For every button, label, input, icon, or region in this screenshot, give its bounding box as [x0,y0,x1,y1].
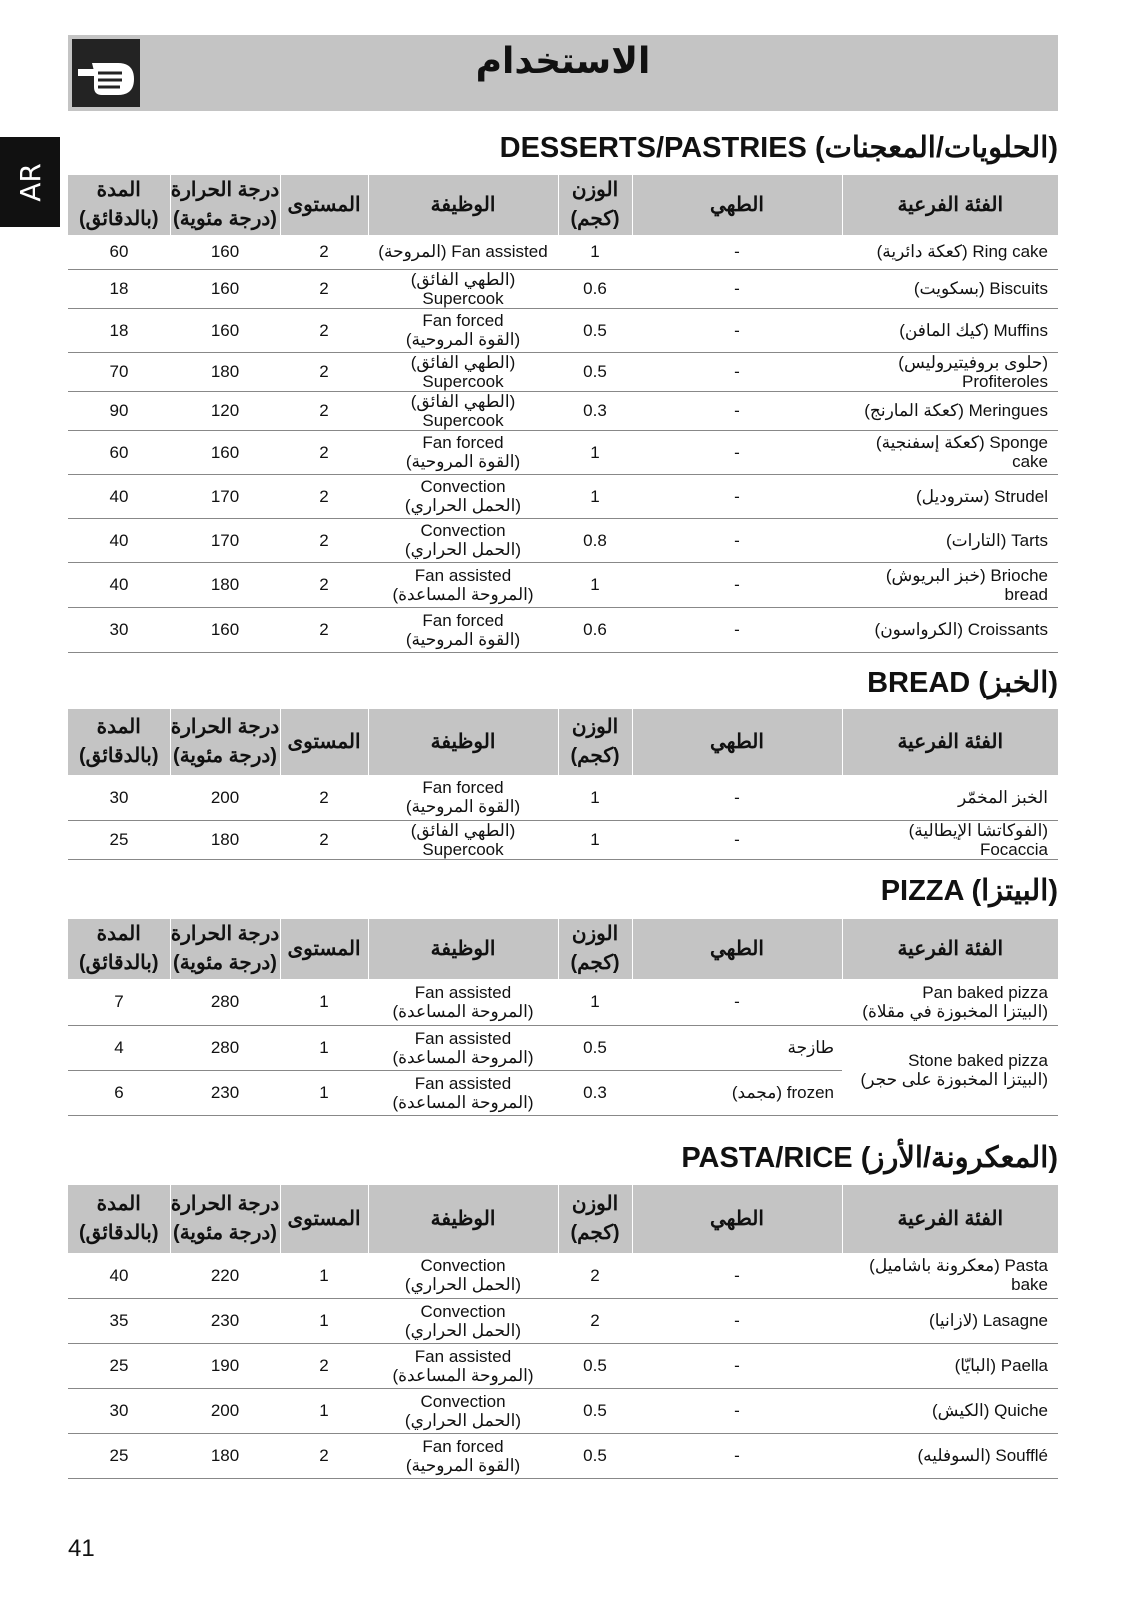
header-line: (بالدقائق) [79,1222,159,1244]
level-cell: 2 [280,775,368,820]
table-row [68,269,1058,308]
language-tab [0,137,60,227]
food-name: (الكيش) Quiche [931,1401,1048,1420]
header-line: المدة [96,923,141,945]
cooking-cell: - [632,775,842,820]
weight-cell: 0.5 [558,308,632,352]
function-arabic: (المروحة المساعدة) [392,1047,534,1067]
weight-cell: 0.5 [558,1388,632,1433]
header-line: (بالدقائق) [79,208,159,230]
temperature-cell: 170 [170,474,280,518]
column-header-level: المستوى [280,709,368,775]
level-cell: 2 [280,820,368,859]
cooking-cell: - [632,235,842,269]
time-cell: 6 [68,1070,170,1115]
column-header-time [68,1185,170,1253]
header-line: المدة [96,179,141,201]
function-arabic: (القوة المروحية) [405,452,521,471]
category-cell [842,979,1058,1025]
section-title-desserts: DESSERTS/PASTRIES (الحلويات/المعجنات) [499,132,1058,164]
table-row [68,1253,1058,1298]
temperature-cell: 160 [170,430,280,474]
header-line: (درجة مئوية) [173,952,277,974]
temperature-cell: 180 [170,820,280,859]
weight-cell: 0.5 [558,1025,632,1070]
food-name: Stone baked pizza [908,1051,1048,1070]
level-cell: 2 [280,308,368,352]
function-cell [368,1070,558,1115]
food-name: (كعكة إسفنجية) Sponge cake [875,433,1048,471]
time-cell: 70 [68,352,170,391]
cooking-cell: - [632,1433,842,1478]
time-cell: 4 [68,1025,170,1070]
time-cell: 60 [68,430,170,474]
category-cell [842,518,1058,562]
function-arabic: (الحمل الحراري) [404,1320,522,1340]
page-header [68,35,1058,111]
temperature-cell: 180 [170,562,280,607]
temperature-cell: 120 [170,391,280,430]
table-row [68,607,1058,652]
table-row [68,1343,1058,1388]
function-cell [368,820,558,859]
level-cell: 2 [280,518,368,562]
time-cell: 40 [68,474,170,518]
table-row [68,1433,1058,1478]
table-row [68,1025,1058,1070]
table-row [68,352,1058,391]
temperature-cell: 200 [170,1388,280,1433]
column-header-weight [558,919,632,979]
header-line: (درجة مئوية) [173,745,277,767]
function-cell [368,607,558,652]
function-arabic: (القوة المروحية) [405,330,521,349]
level-cell: 2 [280,1343,368,1388]
time-cell: 18 [68,269,170,308]
category-cell [842,607,1058,652]
cooking-cell: طازجة [632,1025,842,1070]
function-cell [368,235,558,269]
cooking-cell: - [632,430,842,474]
weight-cell: 0.3 [558,391,632,430]
temperature-cell: 280 [170,979,280,1025]
column-header-time [68,175,170,235]
temperature-cell: 160 [170,269,280,308]
function-cell [368,562,558,607]
food-name: (معكرونة باشاميل) Pasta bake [869,1256,1048,1295]
column-header-time [68,919,170,979]
temperature-cell: 160 [170,308,280,352]
column-header-function: الوظيفة [368,919,558,979]
header-line: الوزن [571,179,619,201]
column-header-category: الفئة الفرعية [842,919,1058,979]
food-name: (البايّا) Paella [954,1356,1048,1375]
column-header-function: الوظيفة [368,709,558,775]
food-name: (بسكويت) Biscuits [913,279,1048,298]
cooking-cell: - [632,1343,842,1388]
header-line: (كجم) [570,208,620,230]
weight-cell: 1 [558,775,632,820]
column-header-weight [558,1185,632,1253]
function-name: Fan forced [422,433,504,452]
time-cell: 25 [68,1343,170,1388]
function-arabic: (المروحة المساعدة) [392,584,534,604]
function-cell [368,352,558,391]
level-cell: 1 [280,1298,368,1343]
time-cell: 60 [68,235,170,269]
header-line: (كجم) [570,1222,620,1244]
function-name: Fan forced [422,778,504,798]
function-cell [368,1025,558,1070]
table-row [68,474,1058,518]
function-arabic: (القوة المروحية) [405,1455,521,1475]
food-name: (خبز البريوش) Brioche bread [885,565,1048,604]
function-cell [368,518,558,562]
category-cell [842,820,1058,859]
function-name: Fan assisted [414,1346,512,1366]
food-arabic: (البيتزا المخبوزة في مقلاة) [862,1001,1048,1021]
cooking-table-pizza [68,919,1058,1116]
table-row [68,562,1058,607]
level-cell: 2 [280,269,368,308]
function-name: Fan assisted [414,1073,512,1093]
category-cell [842,562,1058,607]
food-name: Pan baked pizza [922,982,1048,1002]
function-cell [368,430,558,474]
section-title-pizza: PIZZA (البيتزا) [880,875,1058,907]
category-cell [842,474,1058,518]
cooking-cell: (مجمد) frozen [632,1070,842,1115]
cooking-cell: - [632,352,842,391]
function-name: (الطهي الفائق) Supercook [410,391,516,430]
weight-cell: 1 [558,235,632,269]
cooking-cell: - [632,562,842,607]
category-cell [842,775,1058,820]
header-line: الوزن [571,923,619,945]
temperature-cell: 230 [170,1298,280,1343]
temperature-cell: 160 [170,235,280,269]
column-header-temperature [170,919,280,979]
cooking-cell: - [632,391,842,430]
category-cell [842,269,1058,308]
category-cell [842,352,1058,391]
cooking-cell: - [632,1388,842,1433]
level-cell: 1 [280,1070,368,1115]
function-name: (الطهي الفائق) Supercook [410,820,516,859]
category-cell [842,391,1058,430]
time-cell: 30 [68,607,170,652]
time-cell: 18 [68,308,170,352]
table-row [68,235,1058,269]
category-cell [842,430,1058,474]
function-name: Convection [420,477,506,496]
time-cell: 30 [68,775,170,820]
header-line: (درجة مئوية) [173,208,277,230]
function-name: Fan forced [422,311,504,330]
section-title-pasta: PASTA/RICE (المعكرونة/الأرز) [681,1142,1058,1174]
cooking-cell: - [632,820,842,859]
section-title-bread: BREAD (الخبز) [867,667,1058,699]
function-name: Fan forced [422,1436,504,1456]
weight-cell: 0.5 [558,352,632,391]
function-name: Fan forced [422,610,504,630]
category-cell [842,1253,1058,1298]
column-header-temperature [170,175,280,235]
category-cell [842,1388,1058,1433]
function-cell [368,1433,558,1478]
header-line: المدة [96,716,141,738]
function-name: (الطهي الفائق) Supercook [410,269,516,308]
temperature-cell: 190 [170,1343,280,1388]
language-label: AR [13,162,47,202]
temperature-cell: 220 [170,1253,280,1298]
time-cell: 30 [68,1388,170,1433]
function-name: (المروحة) Fan assisted [378,242,548,262]
header-line: الوزن [571,716,619,738]
table-row [68,308,1058,352]
time-cell: 25 [68,820,170,859]
function-cell [368,979,558,1025]
column-header-category: الفئة الفرعية [842,175,1058,235]
level-cell: 2 [280,562,368,607]
level-cell: 1 [280,979,368,1025]
temperature-cell: 180 [170,1433,280,1478]
function-arabic: (الحمل الحراري) [404,1275,522,1295]
time-cell: 35 [68,1298,170,1343]
function-arabic: (الحمل الحراري) [404,1410,522,1430]
level-cell: 2 [280,352,368,391]
function-arabic: (المروحة المساعدة) [392,1365,534,1385]
level-cell: 2 [280,474,368,518]
table-row [68,1298,1058,1343]
food-name: (الفوكاتشا الإيطالية) Focaccia [908,820,1048,859]
level-cell: 1 [280,1025,368,1070]
category-cell [842,1298,1058,1343]
time-cell: 25 [68,1433,170,1478]
level-cell: 1 [280,1388,368,1433]
weight-cell: 0.5 [558,1433,632,1478]
time-cell: 40 [68,518,170,562]
table-row [68,775,1058,820]
header-line: (بالدقائق) [79,952,159,974]
header-line: (كجم) [570,745,620,767]
table-row [68,518,1058,562]
weight-cell: 0.6 [558,607,632,652]
page-title: الاستخدام [475,41,651,82]
food-name: (ستروديل) Strudel [915,486,1048,506]
weight-cell: 0.3 [558,1070,632,1115]
function-name: Convection [420,521,506,540]
header-line: المدة [96,1193,141,1215]
food-name: الخبز المخمّر [957,787,1048,807]
category-cell [842,1343,1058,1388]
column-header-weight [558,709,632,775]
temperature-cell: 200 [170,775,280,820]
cooking-table-pasta [68,1185,1058,1479]
food-arabic: (البيتزا المخبوزة على حجر) [860,1070,1048,1089]
header-line: درجة الحرارة [170,179,280,201]
food-name: (التارات) Tarts [945,530,1048,550]
level-cell: 2 [280,1433,368,1478]
weight-cell: 1 [558,474,632,518]
header-line: درجة الحرارة [170,1193,280,1215]
food-name: (كعكة المارنج) Meringues [864,401,1048,420]
food-name: (كعكة دائرية) Ring cake [876,242,1048,262]
function-cell [368,308,558,352]
temperature-cell: 170 [170,518,280,562]
function-cell [368,1298,558,1343]
function-name: Fan assisted [414,565,512,585]
cooking-table-desserts [68,175,1058,653]
weight-cell: 2 [558,1253,632,1298]
column-header-cooking: الطهي [632,919,842,979]
category-cell [842,308,1058,352]
column-header-weight [558,175,632,235]
function-cell [368,1388,558,1433]
level-cell: 2 [280,391,368,430]
column-header-level: المستوى [280,1185,368,1253]
function-arabic: (الحمل الحراري) [404,540,522,559]
weight-cell: 0.5 [558,1343,632,1388]
column-header-cooking: الطهي [632,709,842,775]
function-name: Convection [420,1301,506,1321]
function-name: Convection [420,1391,506,1411]
table-row [68,391,1058,430]
time-cell: 40 [68,1253,170,1298]
weight-cell: 0.8 [558,518,632,562]
weight-cell: 1 [558,562,632,607]
cooking-cell: - [632,308,842,352]
function-name: (الطهي الفائق) Supercook [410,352,516,391]
function-arabic: (الحمل الحراري) [404,496,522,515]
function-arabic: (المروحة المساعدة) [392,1092,534,1112]
page-number: 41 [68,1535,95,1562]
function-name: Fan assisted [414,1028,512,1048]
cooking-cell: - [632,269,842,308]
weight-cell: 1 [558,979,632,1025]
table-row [68,820,1058,859]
header-line: درجة الحرارة [170,923,280,945]
header-line: درجة الحرارة [170,716,280,738]
weight-cell: 1 [558,430,632,474]
header-line: (كجم) [570,952,620,974]
column-header-cooking: الطهي [632,175,842,235]
cooking-cell: - [632,518,842,562]
level-cell: 2 [280,235,368,269]
table-row [68,979,1058,1025]
food-name: (لازانيا) Lasagne [929,1311,1048,1330]
temperature-cell: 180 [170,352,280,391]
column-header-level: المستوى [280,175,368,235]
food-name: (الكرواسون) Croissants [874,620,1048,639]
food-name: (كيك المافن) Muffins [899,320,1048,340]
column-header-function: الوظيفة [368,1185,558,1253]
column-header-cooking: الطهي [632,1185,842,1253]
function-cell [368,391,558,430]
function-arabic: (القوة المروحية) [405,629,521,649]
temperature-cell: 160 [170,607,280,652]
food-name: (حلوى بروفيتيروليس) Profiteroles [898,352,1048,391]
column-header-time [68,709,170,775]
column-header-level: المستوى [280,919,368,979]
column-header-function: الوظيفة [368,175,558,235]
temperature-cell: 280 [170,1025,280,1070]
header-line: (درجة مئوية) [173,1222,277,1244]
function-cell [368,1343,558,1388]
cooking-cell: - [632,607,842,652]
function-arabic: (القوة المروحية) [405,797,521,817]
cooking-cell: - [632,474,842,518]
weight-cell: 0.6 [558,269,632,308]
category-cell [842,235,1058,269]
cooking-cell: - [632,1253,842,1298]
time-cell: 7 [68,979,170,1025]
category-cell [842,1025,1058,1115]
table-row [68,1388,1058,1433]
level-cell: 2 [280,607,368,652]
function-name: Fan assisted [414,982,512,1002]
column-header-category: الفئة الفرعية [842,1185,1058,1253]
level-cell: 2 [280,430,368,474]
column-header-temperature [170,709,280,775]
function-cell [368,775,558,820]
cooking-cell: - [632,1298,842,1343]
function-cell [368,1253,558,1298]
column-header-temperature [170,1185,280,1253]
table-row [68,430,1058,474]
function-cell [368,474,558,518]
time-cell: 90 [68,391,170,430]
function-cell [368,269,558,308]
weight-cell: 2 [558,1298,632,1343]
temperature-cell: 230 [170,1070,280,1115]
function-arabic: (المروحة المساعدة) [392,1001,534,1021]
header-line: (بالدقائق) [79,745,159,767]
cooking-cell: - [632,979,842,1025]
column-header-category: الفئة الفرعية [842,709,1058,775]
weight-cell: 1 [558,820,632,859]
cooking-table-bread [68,709,1058,860]
time-cell: 40 [68,562,170,607]
function-name: Convection [420,1256,506,1276]
category-cell [842,1433,1058,1478]
food-name: (السوفليه) Soufflé [917,1446,1048,1465]
level-cell: 1 [280,1253,368,1298]
header-line: الوزن [571,1193,619,1215]
